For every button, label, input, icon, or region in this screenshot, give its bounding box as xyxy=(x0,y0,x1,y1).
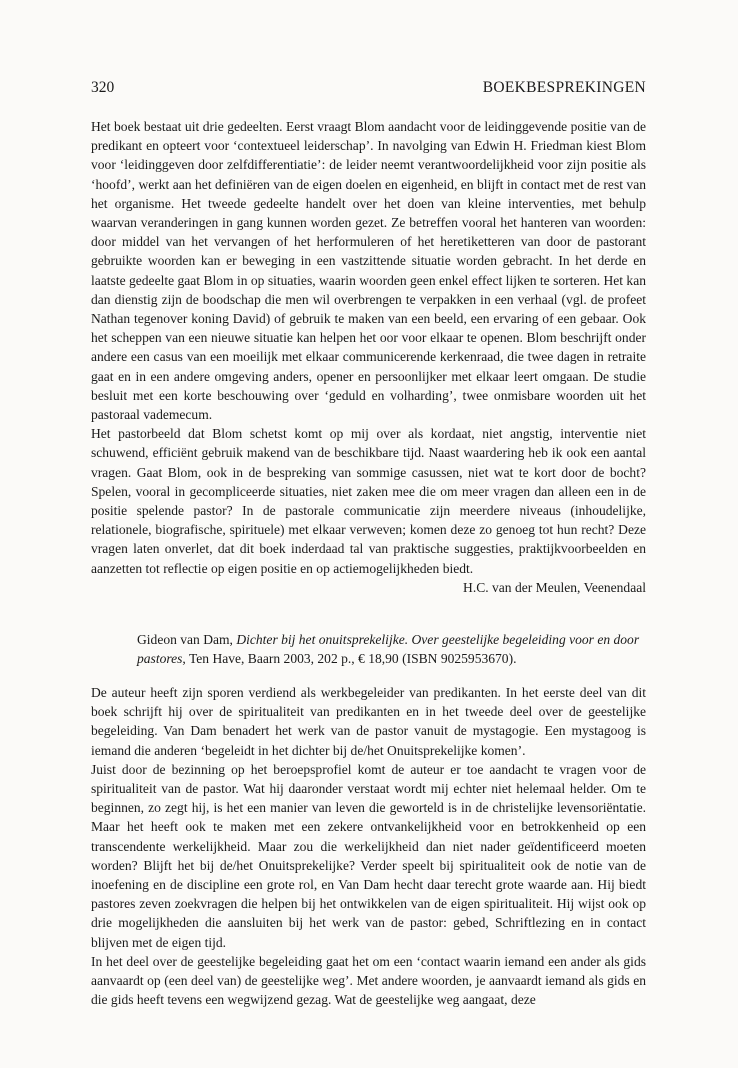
review-1-paragraph-2: Het pastorbeeld dat Blom schetst komt op mij over als kordaat, niet angstig, interventie niet schuwend, efficiënt gebruik makend van de beschikbare tijd. Naast waardering heb ik ook een aantal vragen. Gaat Blom, ook in de bespreking van sommige casussen, niet wat te kort door de bocht? Spelen, vooral in gecompliceerde situaties, niet zaken mee die om meer vragen dan alleen een in de positie spelende pastor? In de pastorale communicatie zijn meerdere niveaus (inhoudelijke, relationele, biografische, spirituele) met elkaar verweven; komen deze zo genoeg tot hun recht? Deze vragen laten onverlet, dat dit boek inderdaad tal van praktische suggesties, praktijkvoorbeelden en aanzetten tot reflectie op eigen positie en op actiemogelijkheden biedt. xyxy=(91,426,646,576)
review-2-paragraph-3: In het deel over de geestelijke begeleiding gaat het om een ‘contact waarin iemand een ander als gids aanvaardt op (een deel van) de geestelijke weg’. Met andere woorden, je aanvaardt iemand als gids en die gids heeft tevens een wegwijzend gezag. Wat de geestelijke weg aangaat, deze xyxy=(91,953,646,1008)
review-1-paragraph-1: Het boek bestaat uit drie gedeelten. Eerst vraagt Blom aandacht voor de leidinggevende positie van de predikant en opteert voor ‘contextueel leiderschap’. In navolging van Edwin H. Friedman kiest Blom voor ‘leidinggeven door zelfdifferentiatie’: de leider neemt verantwoordelijkheid voor zijn positie als ‘hoofd’, werkt aan het definiëren van de eigen doelen en eigenheid, en blijft in contact met de rest van het organisme. Het tweede gedeelte handelt over het doen van kleine interventies, met behulp waarvan veranderingen in gang kunnen worden gezet. Ze betreffen vooral het hanteren van woorden: door middel van het vervangen of het herformuleren of het heretiketteren van door de pastorant gebruikte woorden kan er beweging in een vastzittende situatie worden gebracht. In het derde en laatste gedeelte gaat Blom in op situaties, waarin woorden geen enkel effect lijken te sorteren. Het kan dan dienstig zijn de boodschap die men wil overbrengen te verpakken in een verhaal (vgl. de profeet Nathan tegenover koning David) of gebruik te maken van een beeld, een ervaring of een gebaar. Ook het scheppen van een nieuwe situatie kan helpen het oor voor elkaar te openen. Blom beschrijft onder andere een casus van een moeilijk met elkaar communicerende kerkenraad, die twee dagen in retraite gaat en in een andere omgeving anders, opener en persoonlijker met elkaar leert omgaan. De studie besluit met een korte beschouwing over ‘geduld en volharding’, twee onmisbare woorden uit het pastoraal vademecum. xyxy=(91,119,646,423)
book-details: , Ten Have, Baarn 2003, 202 p., € 18,90 (ISBN 9025953670). xyxy=(182,651,517,667)
review-2-paragraph-2: Juist door de bezinning op het beroepsprofiel komt de auteur er toe aandacht te vragen voor de spiritualiteit van de pastor. Wat hij daaronder verstaat wordt mij echter niet helemaal helder. Om te beginnen, zo zegt hij, is het een manier van leven die geworteld is in de christelijke levensoriëntatie. Maar het heeft ook te maken met een zekere ontvankelijkheid voor en betrokkenheid op een transcendente werkelijkheid. Maar zou die werkelijkheid dan niet nader geïdentificeerd moeten worden? Blijft het bij de/het Onuitsprekelijke? Verder speelt bij spiritualiteit ook de notie van de inoefening en de discipline een grote rol, en Van Dam hecht daar terecht grote waarde aan. Hij biedt pastores zeven zoekvragen die helpen bij het ontwikkelen van de eigen spiritualiteit. Hij wijst ook op drie mogelijkheden die aansluiten bij het werk van de pastor: gebed, Schriftlezing en in contact blijven met de eigen tijd. xyxy=(91,761,646,950)
book-title: Dichter bij het onuitsprekelijke. Over geestelijke begeleiding voor en door pastores xyxy=(137,632,640,667)
review-2 xyxy=(91,683,646,1009)
review-1 xyxy=(91,117,646,597)
bibliographic-entry xyxy=(137,630,646,668)
section-title: BOEKBESPREKINGEN xyxy=(482,79,646,96)
review-2-paragraph-1: De auteur heeft zijn sporen verdiend als werkbegeleider van predikanten. In het eerste deel van dit boek schrijft hij over de spiritualiteit van predikanten en in het tweede deel over de geestelijke begeleiding. Van Dam benadert het werk van de pastor vanuit de mystagogie. Een mystagoog is iemand die anderen ‘begeleidt in het dichter bij de/het Onuitsprekelijke komen’. xyxy=(91,685,646,758)
reviewer-signature: H.C. van der Meulen, Veenendaal xyxy=(463,579,646,595)
page-number: 320 xyxy=(91,79,115,96)
book-author: Gideon van Dam, xyxy=(137,632,233,647)
